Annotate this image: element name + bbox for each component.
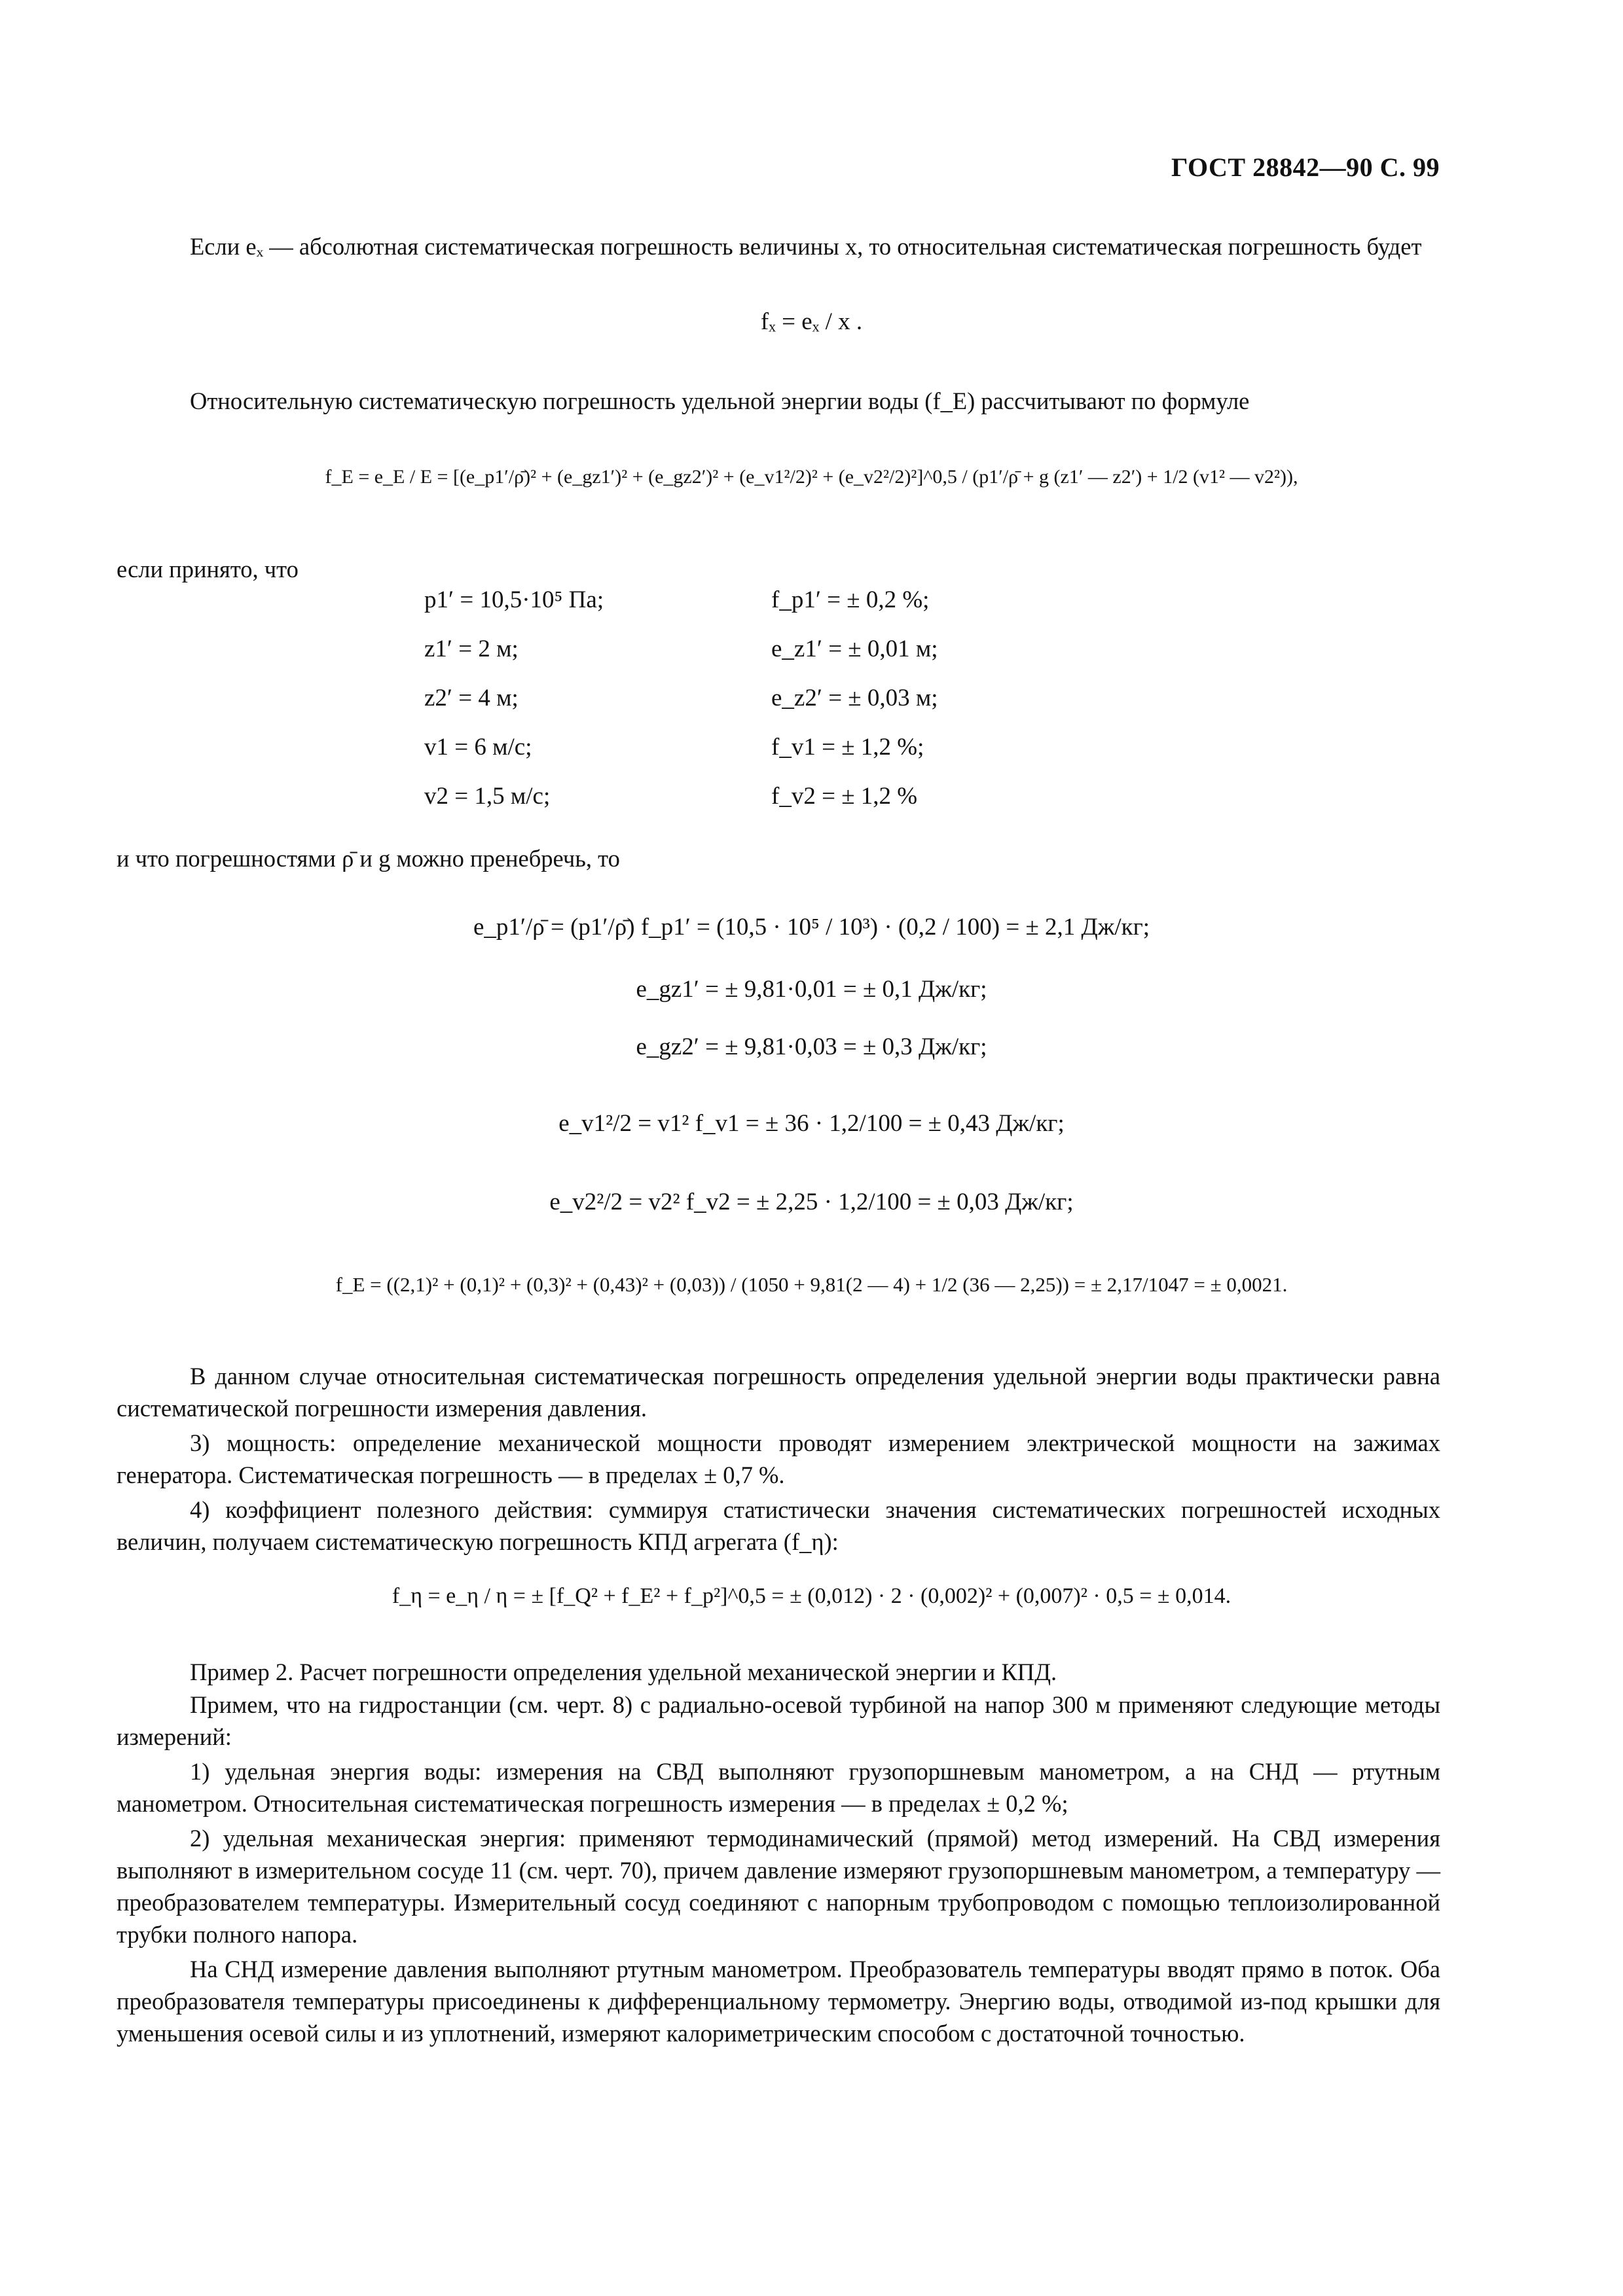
condition-right: e_z2′ = ± 0,03 м; xyxy=(771,685,938,711)
paragraph-item-4-efficiency: 4) коэффициент полезного действия: суммируя статистически значения систематических погрешностей исходных величин, получаем систематическую погрешность КПД агрегата (f_η): xyxy=(117,1496,1440,1555)
formula-e-v1: e_v1²/2 = v1² f_v1 = ± 36 · 1,2/100 = ± 0,43 Дж/кг; xyxy=(558,1110,1065,1137)
condition-right: f_p1′ = ± 0,2 %; xyxy=(771,586,930,613)
paragraph-item-2: 2) удельная механическая энергия: применяют термодинамический (прямой) метод измерений. На СВД измерения выполняют в измерительном сосуде 11 (см. черт. 70), причем давление измеряют грузопоршневым манометром, а температуру — преобразователем температуры. Измерительный сосуд соединяют с напорным трубопроводом с помощью теплоизолированной трубки полного напора. xyxy=(117,1825,1440,1948)
condition-left: v1 = 6 м/с; xyxy=(424,734,532,761)
formula-fE-result: f_E = ((2,1)² + (0,1)² + (0,3)² + (0,43)² + (0,03)) / (1050 + 9,81(2 — 4) + 1/2 (36 — 2,25)) = ± 2,17/1047 = ± 0,0021. xyxy=(335,1273,1288,1296)
paragraph-example-2: Пример 2. Расчет погрешности определения удельной механической энергии и КПД. xyxy=(190,1659,1057,1685)
formula-e-gz2: e_gz2′ = ± 9,81·0,03 = ± 0,3 Дж/кг; xyxy=(636,1033,987,1060)
condition-left: z2′ = 4 м; xyxy=(424,685,519,711)
paragraph-suppose: Примем, что на гидростанции (см. черт. 8) с радиально-осевой турбиной на напор 300 м применяют следующие методы измерений: xyxy=(117,1691,1440,1750)
condition-right: f_v1 = ± 1,2 %; xyxy=(771,734,924,761)
condition-left: z1′ = 2 м; xyxy=(424,636,519,662)
paragraph-this-case: В данном случае относительная систематическая погрешность определения удельной энергии воды практически равна систематической погрешности измерения давления. xyxy=(117,1363,1440,1422)
label-neglect: и что погрешностями ρ̄ и g можно пренебречь, то xyxy=(117,845,620,872)
paragraph-item-3-power: 3) мощность: определение механической мощности проводят измерением электрической мощности на зажимах генератора. Систематическая погрешность — в пределах ± 0,7 %. xyxy=(117,1429,1440,1488)
formula-e-gz1: e_gz1′ = ± 9,81·0,01 = ± 0,1 Дж/кг; xyxy=(636,976,987,1003)
paragraph-relative-error-definition: Если eₓ — абсолютная систематическая погрешность величины x, то относительная систематическая погрешность будет xyxy=(190,233,1422,260)
formula-e-p1: e_p1′/ρ̄ = (p1′/ρ̄) f_p1′ = (10,5 · 10⁵ / 10³) · (0,2 / 100) = ± 2,1 Дж/кг; xyxy=(473,914,1150,941)
label-if-assumed: если принято, что xyxy=(117,556,299,583)
formula-fE-general: f_E = e_E / E = [(e_p1′/ρ̄)² + (e_gz1′)² + (e_gz2′)² + (e_v1²/2)² + (e_v2²/2)²]^0,5 / (p1′/ρ̄ + g (z1′ — z2′) + 1/2 (v1² — v2²)), xyxy=(325,466,1298,488)
formula-fx: fₓ = eₓ / x . xyxy=(760,308,863,335)
condition-right: f_v2 = ± 1,2 % xyxy=(771,783,918,810)
paragraph-low-pressure-side: На СНД измерение давления выполняют ртутным манометром. Преобразователь температуры вводят прямо в поток. Оба преобразователя температуры присоединены к дифференциальному термометру. Энергию воды, отводимой из-под крышки для уменьшения осевой силы и из уплотнений, измеряют калориметрическим способом с достаточной точностью. xyxy=(117,1956,1440,2047)
paragraph-specific-energy-error: Относительную систематическую погрешность удельной энергии воды (f_E) рассчитывают по формуле xyxy=(190,387,1250,414)
formula-e-v2: e_v2²/2 = v2² f_v2 = ± 2,25 · 1,2/100 = ± 0,03 Дж/кг; xyxy=(549,1189,1074,1215)
condition-left: v2 = 1,5 м/с; xyxy=(424,783,551,810)
paragraph-item-1: 1) удельная энергия воды: измерения на СВД выполняют грузопоршневым манометром, а на СНД — ртутным манометром. Относительная систематическая погрешность измерения — в пределах ± 0,2 %; xyxy=(117,1758,1440,1817)
condition-left: p1′ = 10,5·10⁵ Па; xyxy=(424,586,604,613)
page-header: ГОСТ 28842—90 С. 99 xyxy=(1171,152,1440,182)
condition-right: e_z1′ = ± 0,01 м; xyxy=(771,636,938,662)
formula-f-eta: f_η = e_η / η = ± [f_Q² + f_E² + f_p²]^0,5 = ± (0,012) · 2 · (0,002)² + (0,007)² · 0,5 = ± 0,014. xyxy=(392,1584,1231,1608)
